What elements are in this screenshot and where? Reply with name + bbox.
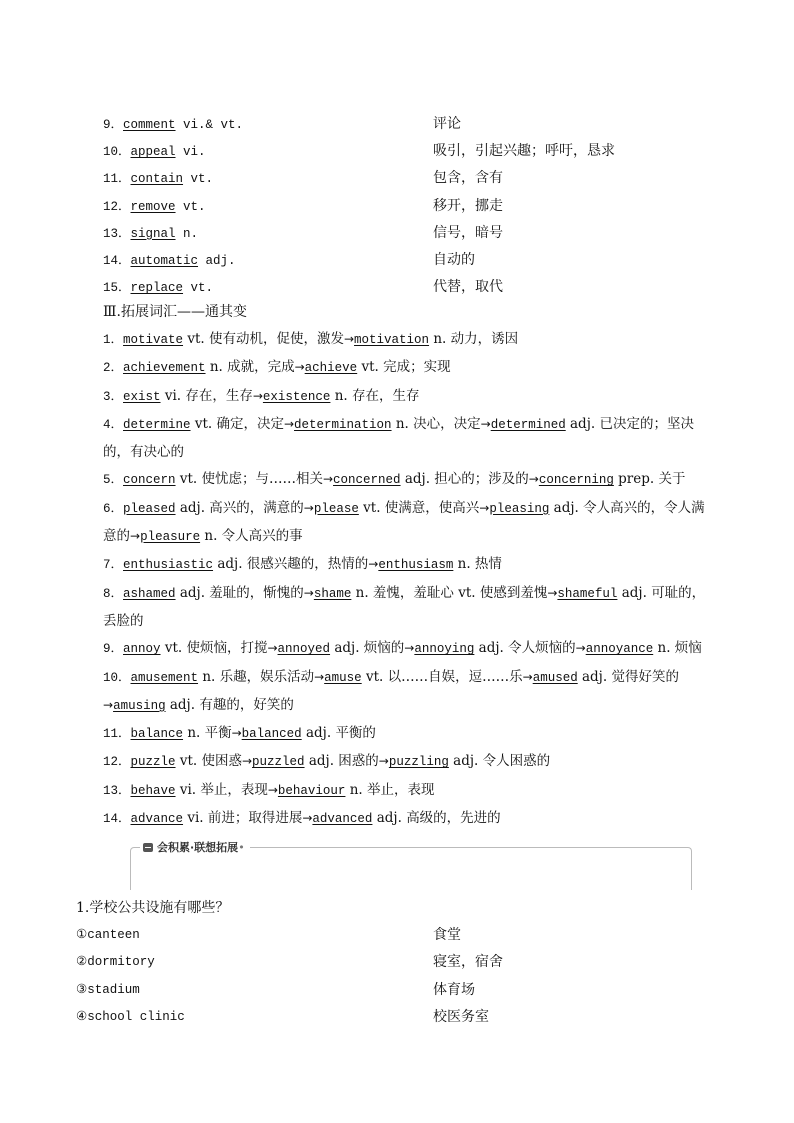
arrow-icon: → [303,500,314,515]
vocab-meaning: 吸引，引起兴趣；呼吁，恳求 [433,143,615,160]
derived-word: determination [294,417,392,432]
definition-text: adj. 令人困惑的 [448,753,551,770]
facility-chinese: 食堂 [433,927,461,943]
definition-text: adj. 令人烦恼的 [474,640,576,657]
part-of-speech: adj. [198,254,236,268]
derivation-item [76,635,716,663]
vocab-entry [103,165,213,192]
definition-text: vi. 存在，生存 [160,387,253,404]
derived-word: pleasure [140,530,201,545]
part-of-speech: vt. [175,199,206,214]
vocab-word: replace [130,281,184,296]
item-number: 5． [103,473,124,488]
derivation-item [76,495,716,552]
definition-text: vi. 举止，表现 [175,781,268,798]
arrow-icon: → [322,472,334,487]
vocab-word: remove [130,199,176,214]
item-number: 12． [103,755,131,770]
item-number: 12． [103,199,131,214]
derived-word: shameful [557,586,618,601]
derived-word: enthusiasm [378,558,454,573]
derivation-item [76,748,716,776]
item-number: 11． [103,727,131,742]
definition-text: n. 令人高兴的事 [200,528,303,545]
definition-text: prep. 关于 [613,471,686,488]
definition-text: vt. 使困惑 [175,753,242,770]
arrow-icon: → [522,669,533,684]
vocab-row [0,111,794,137]
derived-word: annoyance [585,642,654,657]
facility-row [0,922,794,948]
tip-box-label: 会积累·联想拓展• [140,840,250,856]
definition-text: n. 成就，完成 [205,359,295,376]
vocab-word: automatic [130,254,199,268]
definition-text: vi. 前进；取得进展 [183,810,303,827]
definition-text: vt. 以……自娱，逗……乐 [361,668,523,685]
derived-word: behaviour [277,783,346,798]
facility-english: ①canteen [76,928,140,942]
item-number: 13． [103,226,131,241]
derivation-item [76,383,716,411]
derived-word: advanced [312,812,373,827]
vocab-meaning: 自动的 [433,252,475,268]
definition-text: vt. 使满意，使高兴 [358,499,480,516]
arrow-icon: → [267,782,278,797]
derived-word: pleasing [489,501,550,516]
arrow-icon: → [241,754,253,769]
facility-row [0,1004,794,1030]
vocab-row [0,193,794,219]
derived-word: annoyed [277,642,331,657]
definition-text: adj. 担心的；涉及的 [400,471,529,488]
arrow-icon: → [575,641,586,656]
vocab-word: contain [130,172,184,187]
derivation-item [76,664,716,721]
derived-word: amusing [113,698,166,713]
derived-word: behave [130,783,176,798]
item-number: 2． [103,361,124,376]
derivation-item [76,326,716,354]
definition-text: vt. 完成；实现 [357,359,451,376]
derivation-item [76,720,716,748]
arrow-icon: → [252,388,263,403]
tip-box-title: 会积累·联想拓展 [157,841,239,854]
vocab-row [0,220,794,246]
arrow-icon: → [404,641,415,656]
facility-row [0,949,794,975]
vocab-entry [103,138,206,165]
arrow-icon: → [303,585,314,600]
vocab-entry [103,193,206,220]
item-number: 15． [103,281,131,296]
item-number: 7． [103,558,124,573]
vocab-entry [103,111,243,138]
item-number: 10． [103,145,131,160]
arrow-icon: → [283,416,295,431]
arrow-icon: → [547,585,558,600]
part-of-speech: vi. [175,145,206,160]
item-number: 14． [103,254,131,268]
definition-text: n. 羞愧，羞耻心 vt. 使感到羞愧 [351,584,548,601]
arrow-icon: → [368,557,379,572]
derived-word: amuse [324,670,362,685]
facility-english: ②dormitory [76,955,155,970]
derivation-item [76,777,716,805]
vocab-meaning: 代替，取代 [433,279,503,296]
facility-chinese: 寝室，宿舍 [433,954,503,971]
definition-text: adj. 很感兴趣的，热情的 [213,556,369,573]
facility-english: ③stadium [76,982,140,997]
vocab-row [0,274,794,300]
definition-text: adj. 觉得好笑的 [577,668,679,685]
derived-word: puzzling [388,755,449,770]
definition-text: adj. 困惑的 [304,753,379,770]
derivation-item [76,580,716,636]
item-number: 13． [103,783,131,798]
derivation-item [76,551,716,579]
definition-text: n. 烦恼 [653,640,702,657]
vocab-word: signal [130,226,176,241]
arrow-icon: → [267,641,278,656]
definition-text: adj. 平衡的 [301,725,376,742]
derived-word: shame [313,586,352,601]
item-number: 1． [103,333,124,347]
vocab-entry [103,220,198,247]
vocab-row [0,138,794,164]
derived-word: advance [130,812,184,827]
definition-text: adj. 高兴的，满意的 [175,499,304,516]
derivation-item [76,805,716,833]
definition-text: vt. 使有动机，促使，激发 [183,331,344,347]
derived-word: puzzle [130,755,176,770]
arrow-icon: → [479,500,490,515]
derived-word: concerning [538,473,614,488]
definition-text: n. 动力，诱因 [429,331,519,347]
item-number: 6． [103,501,124,516]
section-heading-extended-vocabulary: Ⅲ.拓展词汇——通其变 [103,304,247,320]
derived-word: amused [532,670,578,685]
definition-text: adj. 令人高兴的，令人满意的 [103,499,705,545]
definition-text: n. 乐趣，娱乐活动 [198,668,315,685]
facility-english: ④school clinic [76,1009,185,1024]
vocab-entry [103,247,236,274]
arrow-icon: → [528,472,539,487]
vocab-word: comment [123,118,176,132]
arrow-icon: → [103,697,114,712]
vocab-meaning: 包含，含有 [433,170,503,187]
vocab-row [0,247,794,273]
definition-text: n. 举止，表现 [345,781,435,798]
item-number: 14． [103,812,131,827]
arrow-icon: → [480,416,491,431]
arrow-icon: → [343,332,355,346]
definition-text: adj. 烦恼的 [330,640,405,657]
definition-text: n. 存在，生存 [330,387,420,404]
definition-text: vt. 使忧虑；与……相关 [175,471,323,488]
vocab-row [0,165,794,191]
part-of-speech: n. [175,226,199,241]
derived-word: determined [490,417,566,432]
derived-word: puzzled [252,755,305,770]
derived-word: amusement [130,670,199,685]
derivation-paragraphs [76,326,716,833]
derived-word: please [313,501,359,516]
derived-word: exist [123,389,161,404]
derived-word: balanced [241,727,302,742]
item-number: 9． [103,642,124,657]
definition-text: vt. 使烦恼，打搅 [160,640,268,657]
arrow-icon: → [231,726,242,741]
definition-text: adj. 可耻的，丢脸的 [103,584,706,629]
facility-row [0,977,794,1003]
derived-word: motivate [123,333,184,347]
derived-word: annoy [123,642,161,657]
derived-word: achievement [123,361,206,376]
definition-text: n. 平衡 [183,725,232,742]
arrow-icon: → [378,754,389,769]
definition-text: adj. 高级的，先进的 [372,810,501,827]
vocab-word: appeal [130,145,176,160]
derivation-item [76,354,716,382]
derived-word: concern [123,473,176,488]
vocab-meaning: 移开，挪走 [433,197,503,214]
definition-text: adj. 已决定的；坚决的，有决心的 [103,415,694,461]
definition-text: adj. 有趣的，好笑的 [165,696,294,713]
item-number: 11． [103,172,131,187]
arrow-icon: → [302,811,313,826]
vocab-meaning: 评论 [433,116,461,132]
derived-word: concerned [333,473,401,488]
item-number: 4． [103,417,124,432]
arrow-icon: → [294,360,305,375]
question-title: 1.学校公共设施有哪些？ [76,900,230,916]
part-of-speech: vt. [183,172,214,187]
definition-text: n. 决心，决定 [391,415,481,432]
derivation-item [76,411,716,467]
vocab-entry [103,274,213,301]
part-of-speech: vi.& vt. [175,118,244,132]
derived-word: achieve [304,361,358,376]
derived-word: annoying [414,642,475,657]
item-number: 8． [103,586,124,601]
derived-word: determine [123,417,191,432]
item-number: 3． [103,389,124,404]
derived-word: pleased [123,501,176,516]
derived-word: existence [262,389,331,404]
derived-word: balance [130,727,184,742]
arrow-icon: → [314,669,325,684]
derivation-item [76,466,716,494]
derived-word: motivation [354,333,430,347]
facility-chinese: 校医务室 [433,1008,489,1025]
part-of-speech: vt. [183,281,214,296]
vocab-meaning: 信号，暗号 [433,224,503,241]
definition-text: n. 热情 [453,556,502,573]
note-icon [143,843,153,852]
derived-word: enthusiastic [123,558,214,573]
derived-word: ashamed [123,586,176,601]
item-number: 9． [103,118,124,132]
item-number: 10． [103,670,131,685]
arrow-icon: → [130,529,141,544]
definition-text: vt. 确定，决定 [190,415,284,432]
definition-text: adj. 羞耻的，惭愧的 [175,584,304,601]
facility-chinese: 体育场 [433,981,475,998]
